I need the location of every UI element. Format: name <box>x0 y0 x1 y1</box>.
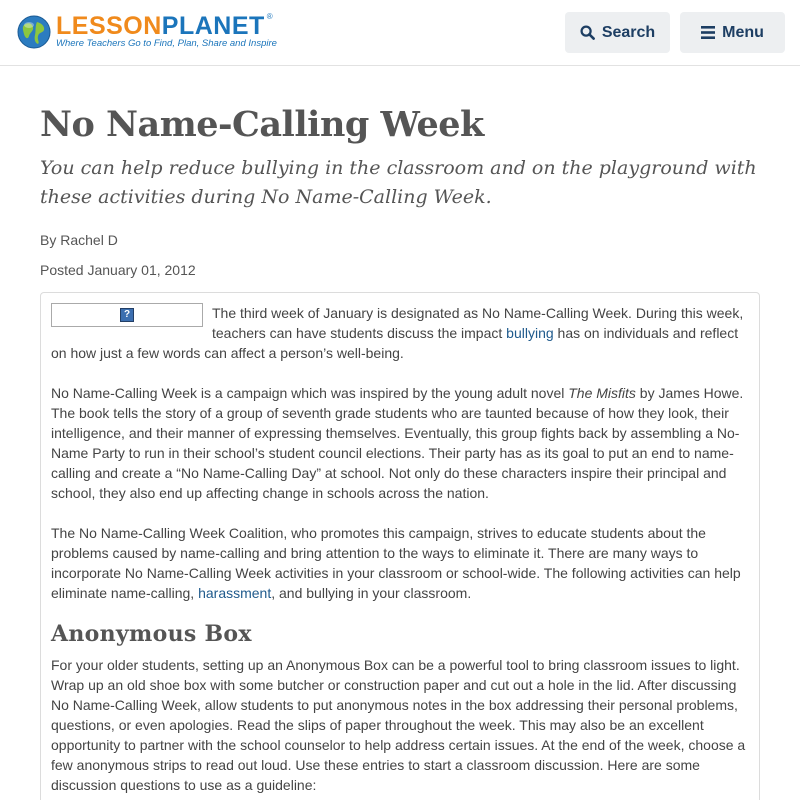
posted-date: Posted January 01, 2012 <box>40 262 196 278</box>
article-body <box>40 292 760 800</box>
page-subtitle: You can help reduce bullying in the classroom and on the playground with these activities during No Name-Calling Week. <box>40 157 757 208</box>
page-title: No Name-Calling Week <box>40 104 484 145</box>
author-byline: By Rachel D <box>40 232 118 248</box>
menu-button-label: Menu <box>722 23 764 41</box>
harassment-link[interactable]: harassment <box>198 585 272 601</box>
globe-icon <box>16 14 52 50</box>
article-paragraph-3: The No Name-Calling Week Coalition, who promotes this campaign, strives to educate students about the problems caused by name-calling and bring attention to the ways to eliminate it. There are many ways to incorporate No Name-Calling Week activities in your classroom or school-wide. The following activities can help eliminate name-calling, harassment, and bullying in your classroom. <box>51 525 741 601</box>
missing-image-icon: ? <box>120 308 134 322</box>
book-title: The Misfits <box>568 385 636 401</box>
logo-wordmark: LESSONPLANET ® <box>56 12 274 40</box>
section-heading-anonymous-box: Anonymous Box <box>51 621 252 647</box>
site-header <box>0 0 800 66</box>
article-paragraph-1: ? The third week of January is designated as No Name-Calling Week. During this week, teachers can have students discuss the impact bullying has on individuals and reflect on how just a few words can affect a person’s well-being. <box>51 305 744 361</box>
logo-tagline: Where Teachers Go to Find, Plan, Share and Inspire <box>56 38 277 49</box>
article-paragraph-2: No Name-Calling Week is a campaign which was inspired by the young adult novel The Misfits by James Howe. The book tells the story of a group of seventh grade students who are taunted because of how they look, their intelligence, and their manner of expressing themselves. Eventually, this group fights back by assembling a No-Name Party to run in their school’s student council elections. Their party has as its goal to put an end to name-calling and create a “No Name-Calling Day” at school. Not only do these characters inspire their principal and school, they also end up affecting change in schools across the nation. <box>51 385 744 501</box>
search-button-label: Search <box>601 23 656 41</box>
menu-button[interactable] <box>680 12 785 53</box>
broken-image-placeholder <box>51 303 203 327</box>
lesson-planet-logo[interactable] <box>16 14 286 52</box>
search-button[interactable] <box>565 12 670 53</box>
article-paragraph-4: For your older students, setting up an Anonymous Box can be a powerful tool to bring classroom issues to light. Wrap up an old shoe box with some butcher or construction paper and cut out a hole in the lid. After discussing No Name-Calling Week, allow students to put anonymous notes in the box addressing their personal problems, questions, or even apologies. Read the slips of paper throughout the week. This may also be an excellent opportunity to partner with the school counselor to help address certain issues. At the end of the week, choose a few anonymous strips to read out loud. Use these entries to start a classroom discussion. Here are some discussion questions to use as a guideline: <box>51 657 746 793</box>
bullying-link[interactable]: bullying <box>506 325 554 341</box>
hamburger-icon <box>701 26 715 39</box>
search-icon <box>580 25 595 40</box>
